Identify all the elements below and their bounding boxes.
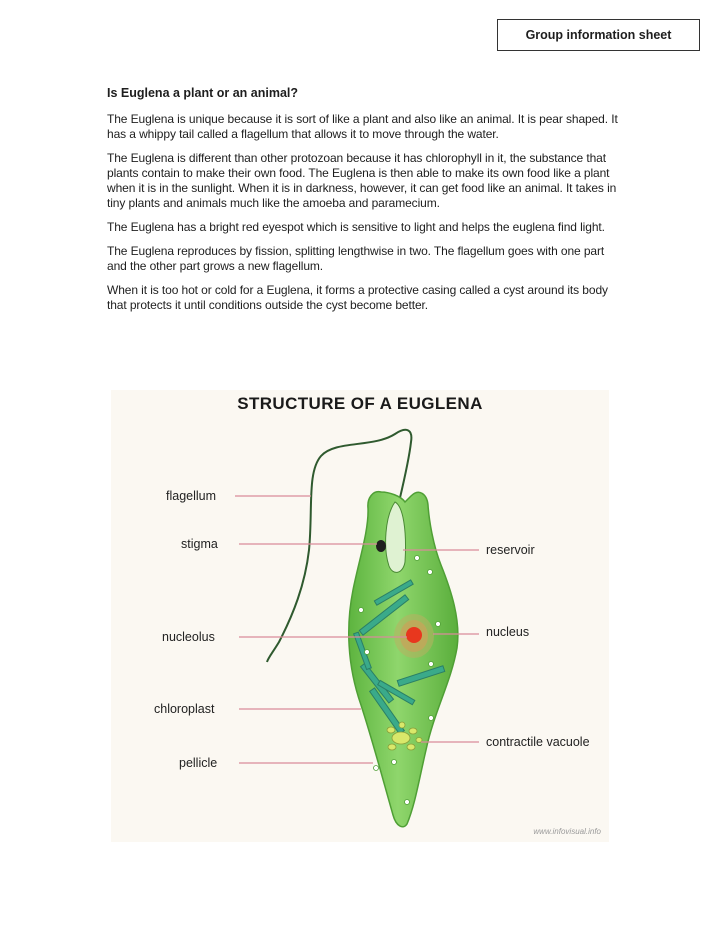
label-contractile-vacuole: contractile vacuole — [486, 735, 590, 749]
label-nucleolus: nucleolus — [162, 630, 215, 644]
nucleolus-shape — [406, 627, 422, 643]
article — [107, 86, 627, 322]
euglena-diagram — [111, 390, 609, 842]
label-pellicle: pellicle — [179, 756, 218, 770]
label-flagellum: flagellum — [166, 489, 217, 503]
stigma-shape — [376, 540, 386, 552]
label-nucleus: nucleus — [486, 625, 530, 639]
label-reservoir: reservoir — [486, 543, 535, 557]
paragraph: The Euglena is unique because it is sort of like a plant and also like an animal. It is pear shaped. It has a whippy tail called a flagellum that allows it to move through the water. — [107, 112, 618, 141]
group-info-header — [497, 19, 700, 51]
header-label: Group information sheet — [525, 28, 672, 42]
label-chloroplast: chloroplast — [154, 702, 215, 716]
label-stigma: stigma — [181, 537, 218, 551]
image-credit: www.infovisual.info — [533, 827, 601, 836]
paragraph: The Euglena is different than other protozoan because it has chlorophyll in it, the substance that plants contain to make their own food. The Euglena is then able to make its own food like a plant when it is in the sunlight. When it is in darkness, however, it can get food like an animal. It takes in tiny plants and animals much like the amoeba and paramecium. — [107, 151, 617, 210]
article-heading: Is Euglena a plant or an animal? — [107, 86, 299, 100]
paragraph: When it is too hot or cold for a Euglena, it forms a protective casing called a cyst around its body that protects it until conditions outside the cyst become better. — [107, 283, 608, 312]
diagram-title: STRUCTURE OF A EUGLENA — [237, 394, 483, 413]
paragraph: The Euglena reproduces by fission, splitting lengthwise in two. The flagellum goes with one part and the other part grows a new flagellum. — [107, 244, 605, 273]
euglena-illustration — [111, 390, 609, 842]
paragraph: The Euglena has a bright red eyespot which is sensitive to light and helps the euglena find light. — [107, 220, 605, 234]
